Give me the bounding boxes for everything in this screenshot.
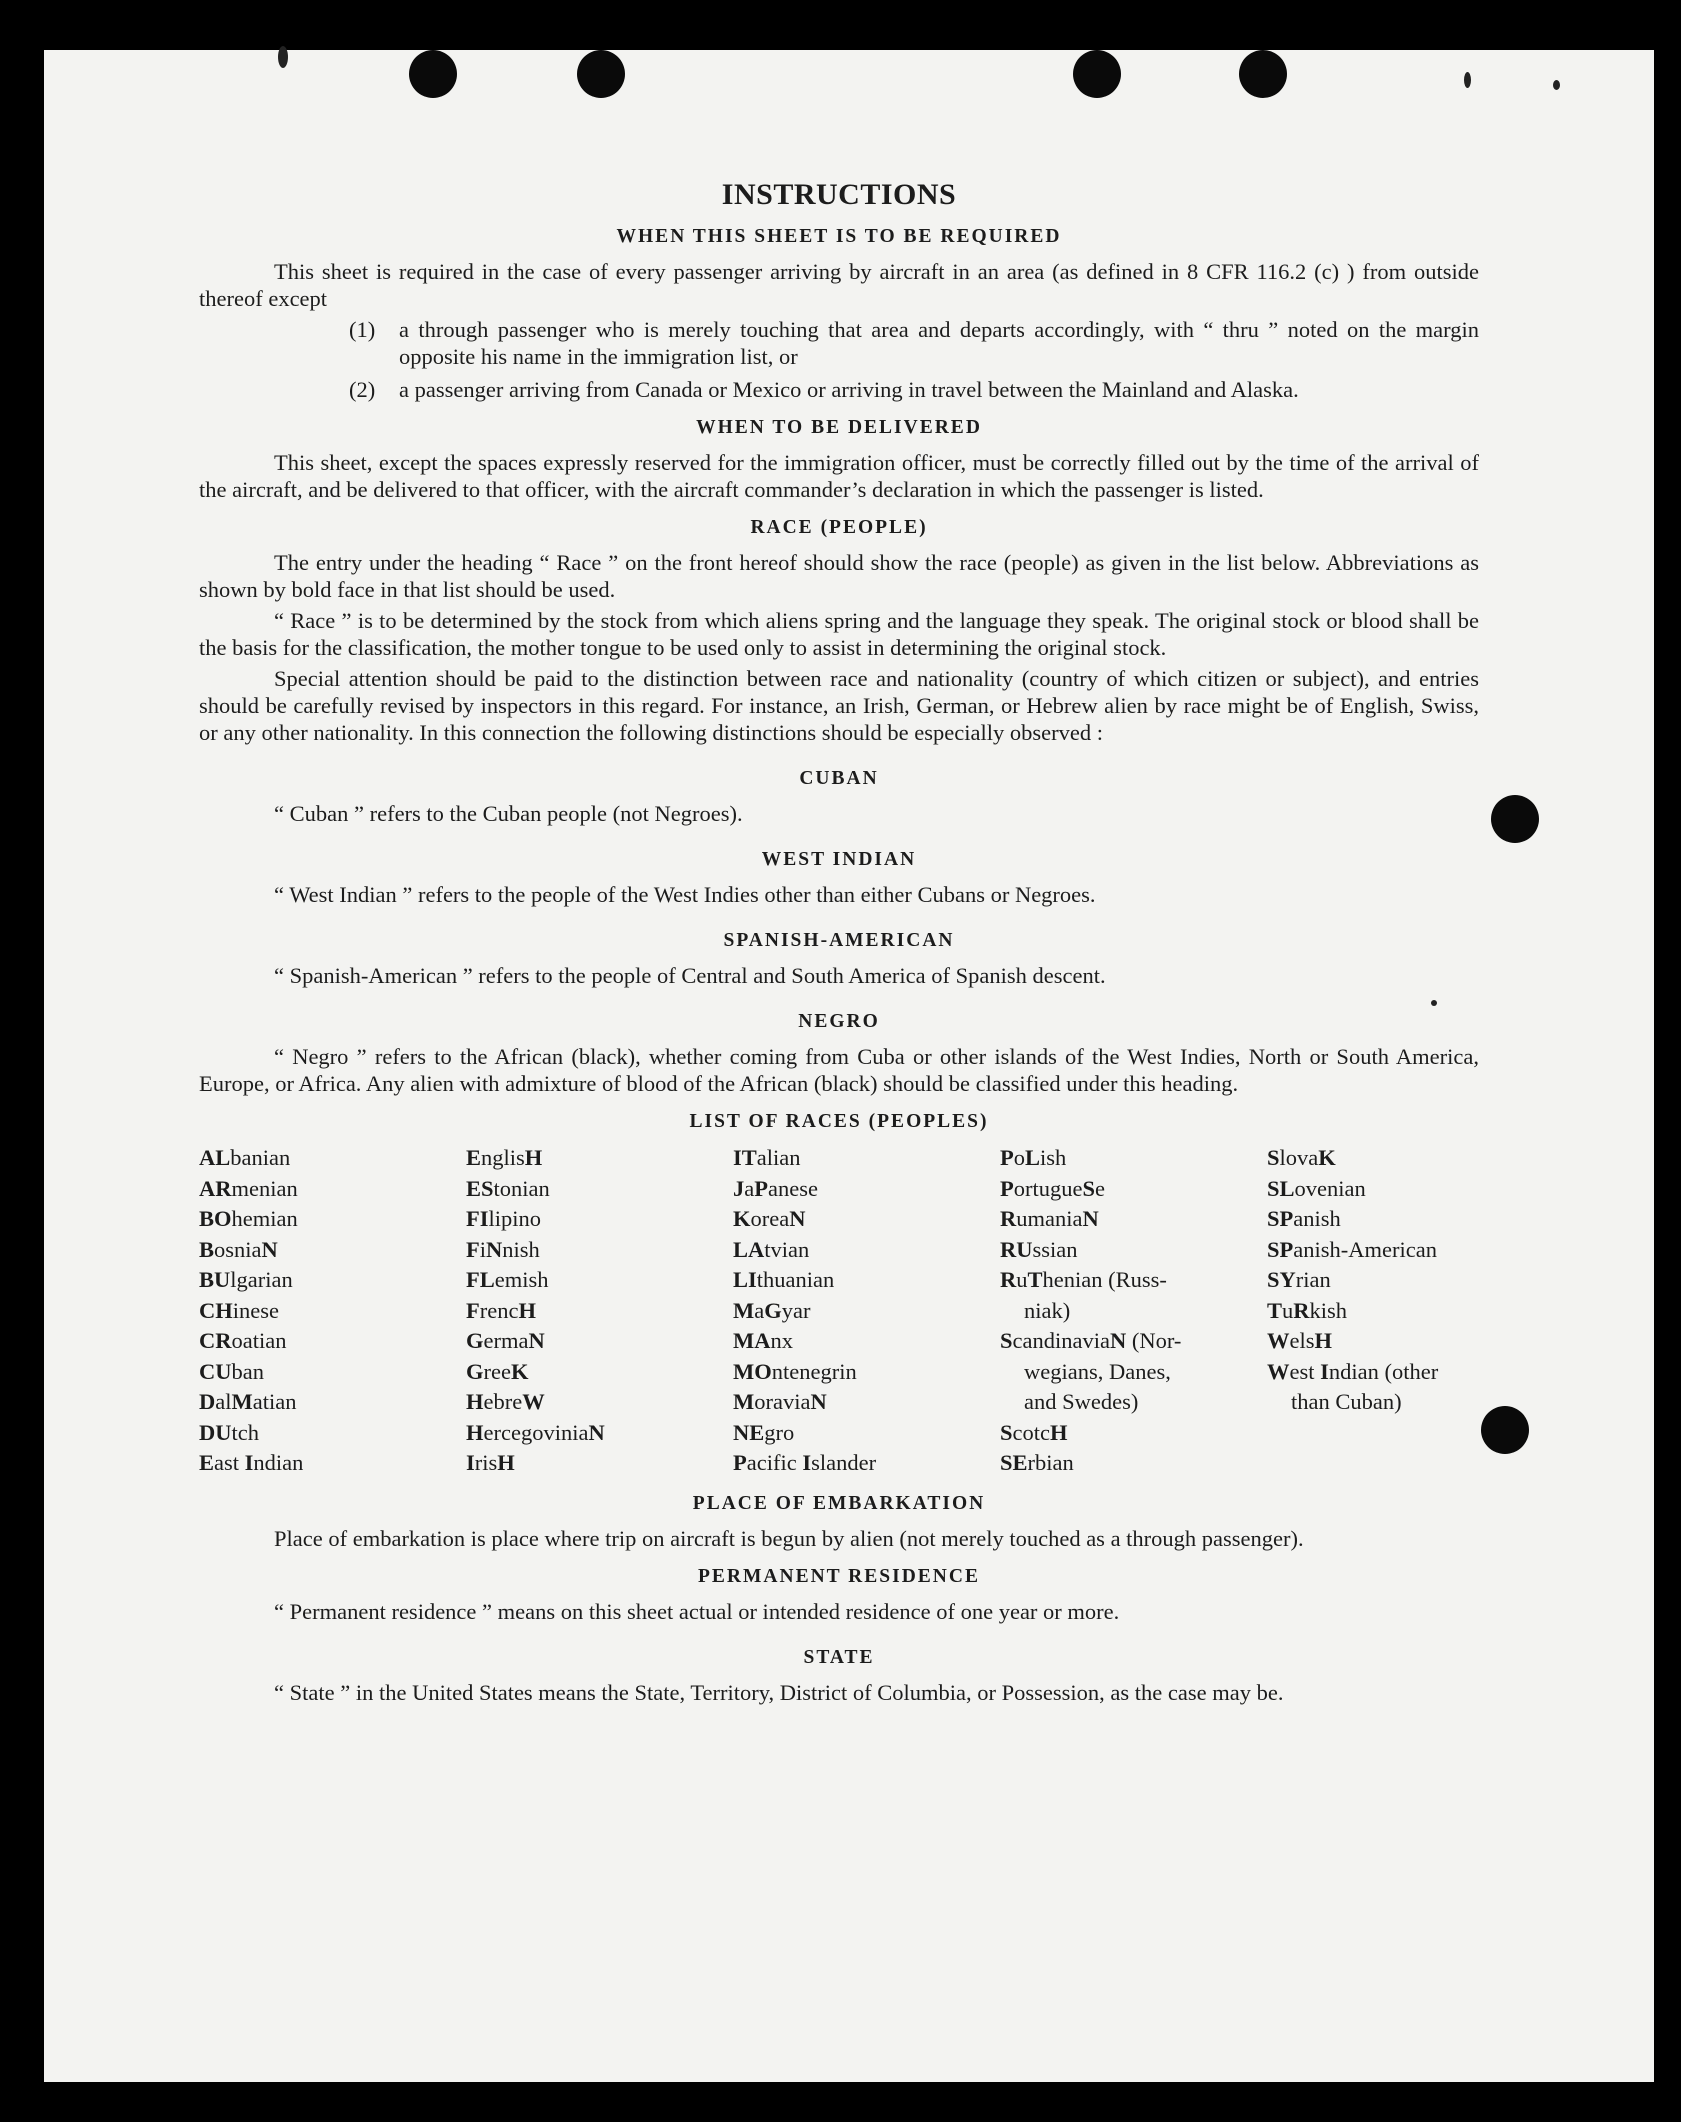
scan-speck: [1464, 72, 1471, 88]
race-text: a: [754, 1297, 765, 1323]
race-entry: [1000, 1143, 1267, 1174]
race-text: ish: [1040, 1145, 1067, 1170]
race-text: oravia: [754, 1389, 811, 1414]
race-entry: [466, 1143, 733, 1174]
race-text: nx: [770, 1328, 793, 1353]
race-abbrev: S: [1267, 1145, 1280, 1170]
race-abbrev: T: [1267, 1297, 1283, 1323]
race-text: a: [744, 1175, 755, 1201]
race-entry: [199, 1326, 466, 1357]
race-abbrev: G: [466, 1358, 484, 1384]
race-abbrev: H: [1314, 1328, 1333, 1353]
race-entry: [1000, 1204, 1267, 1235]
list-item: [349, 376, 1479, 403]
race-entry: [199, 1204, 466, 1235]
race-entry: [1000, 1326, 1267, 1357]
race-abbrev: T: [1027, 1267, 1043, 1292]
item-text: a through passenger who is merely touching that area and departs accordingly, with “ thru ” noted on the margin opposite his name in the immigration list, or: [399, 317, 1479, 369]
race-entry: [1267, 1326, 1497, 1357]
race-entry: [1267, 1387, 1497, 1418]
race-text: hemian: [231, 1206, 298, 1231]
race-entry: [1000, 1418, 1267, 1449]
paragraph: “ West Indian ” refers to the people of the West Indies other than either Cubans or Negroes.: [274, 882, 1096, 907]
race-text: ebre: [483, 1389, 523, 1414]
paragraph: The entry under the heading “ Race ” on the front hereof should show the race (people) as given in the list below. Abbreviations as shown by bold face in that list should be used.: [199, 550, 1479, 602]
race-abbrev: N: [528, 1328, 545, 1353]
race-entry: [1000, 1357, 1267, 1388]
race-abbrev: F: [466, 1297, 480, 1323]
race-abbrev: H: [518, 1297, 536, 1323]
race-abbrev: CH: [199, 1297, 233, 1323]
race-entry: [199, 1418, 466, 1449]
race-text: acific: [746, 1450, 803, 1475]
race-entry: [1000, 1387, 1267, 1418]
race-text: candinavia: [1012, 1328, 1110, 1353]
race-entry: [1267, 1296, 1497, 1327]
race-entry: [466, 1265, 733, 1296]
race-entry: [1000, 1235, 1267, 1266]
race-abbrev: S: [1000, 1419, 1013, 1445]
section-heading: WEST INDIAN: [761, 849, 917, 870]
race-abbrev: D: [199, 1389, 216, 1414]
race-text: thuanian: [756, 1267, 835, 1292]
race-abbrev: ES: [466, 1175, 494, 1201]
race-text: ast: [214, 1450, 245, 1475]
race-entry: [199, 1448, 466, 1479]
paragraph: “ Race ” is to be determined by the stock from which aliens spring and the language they speak. The original stock or blood shall be the basis for the classification, the mother tongue to be used only to assist in determining the original stock.: [199, 608, 1479, 660]
race-column: [199, 1143, 466, 1479]
race-entry: [466, 1387, 733, 1418]
race-abbrev: H: [466, 1419, 484, 1445]
race-abbrev: N: [810, 1389, 827, 1414]
section-heading: NEGRO: [798, 1011, 880, 1032]
race-abbrev: MO: [733, 1358, 772, 1384]
race-entry: [466, 1296, 733, 1327]
race-abbrev: FI: [466, 1206, 489, 1231]
race-text: renc: [479, 1297, 519, 1323]
race-entry: [466, 1448, 733, 1479]
race-entry: [733, 1326, 1000, 1357]
race-entry: [466, 1174, 733, 1205]
race-text: inese: [232, 1297, 279, 1323]
race-abbrev: NE: [733, 1419, 765, 1445]
race-entry: [466, 1357, 733, 1388]
paragraph: “ Spanish-American ” refers to the people of Central and South America of Spanish descent.: [274, 963, 1106, 988]
punch-hole: [577, 50, 625, 98]
paragraph: “ Permanent residence ” means on this sheet actual or intended residence of one year or more.: [274, 1598, 1120, 1624]
section-heading: WHEN TO BE DELIVERED: [696, 417, 982, 438]
race-entry: [1000, 1174, 1267, 1205]
race-abbrev: P: [754, 1175, 768, 1201]
race-abbrev: N: [588, 1419, 605, 1445]
race-text: cotc: [1012, 1419, 1050, 1445]
race-abbrev: SE: [1000, 1450, 1028, 1475]
paragraph: “ State ” in the United States means the State, Territory, District of Columbia, or Possession, as the case may be.: [274, 1679, 1284, 1705]
race-text: menian: [231, 1175, 298, 1201]
race-text: rian: [1295, 1267, 1331, 1292]
race-text: wegians, Danes,: [1024, 1358, 1171, 1384]
race-text: ndian (other: [1328, 1358, 1439, 1384]
race-entry: [199, 1235, 466, 1266]
race-abbrev: B: [199, 1236, 215, 1262]
race-abbrev: H: [466, 1389, 484, 1414]
race-abbrev: MA: [733, 1328, 771, 1353]
race-column: [1267, 1143, 1497, 1479]
race-text: niak): [1024, 1297, 1071, 1323]
race-text: ntenegrin: [771, 1358, 857, 1384]
instructions-body: [199, 170, 1479, 1710]
race-text: (Nor-: [1126, 1328, 1182, 1353]
race-entry: [733, 1265, 1000, 1296]
race-text: alian: [756, 1145, 801, 1170]
race-abbrev: J: [733, 1175, 745, 1201]
race-abbrev: N: [789, 1206, 806, 1231]
scan-speck: [1553, 80, 1560, 90]
race-list: [199, 1143, 1479, 1479]
section-heading: WHEN THIS SHEET IS TO BE REQUIRED: [616, 226, 1062, 247]
race-abbrev: W: [1267, 1358, 1290, 1384]
race-abbrev: IT: [733, 1145, 757, 1170]
race-abbrev: CU: [199, 1358, 232, 1384]
race-text: umania: [1016, 1206, 1083, 1231]
race-entry: [733, 1448, 1000, 1479]
race-text: and Swedes): [1024, 1389, 1139, 1414]
paragraph: “ Cuban ” refers to the Cuban people (not Negroes).: [274, 801, 743, 826]
race-entry: [199, 1296, 466, 1327]
race-text: banian: [230, 1145, 291, 1170]
race-text: e: [1095, 1175, 1105, 1201]
race-abbrev: SP: [1267, 1236, 1294, 1262]
race-abbrev: K: [733, 1206, 751, 1231]
race-text: est: [1289, 1358, 1321, 1384]
race-entry: [1267, 1265, 1497, 1296]
race-abbrev: SL: [1267, 1175, 1295, 1201]
race-abbrev: SY: [1267, 1267, 1296, 1292]
race-text: than Cuban): [1291, 1389, 1402, 1414]
section-heading: CUBAN: [799, 768, 879, 789]
race-entry: [199, 1387, 466, 1418]
section-heading: RACE (PEOPLE): [750, 517, 928, 538]
race-abbrev: P: [1000, 1145, 1014, 1170]
page-title: INSTRUCTIONS: [721, 178, 957, 211]
item-number: (2): [349, 377, 376, 402]
race-entry: [1267, 1143, 1497, 1174]
race-abbrev: W: [1267, 1328, 1290, 1353]
race-entry: [733, 1418, 1000, 1449]
race-text: nish: [502, 1236, 540, 1262]
race-abbrev: F: [466, 1236, 480, 1262]
race-column: [466, 1143, 733, 1479]
race-text: tvian: [764, 1236, 810, 1262]
paragraph: Special attention should be paid to the distinction between race and nationality (country of which citizen or subject), and entries should be carefully revised by inspectors in this regard. For instance, an Irish, German, or Hebrew alien by race might be of English, Swiss, or any other nationality. In this connection the following distinctions should be especially observed :: [199, 666, 1479, 745]
race-text: tch: [231, 1419, 259, 1445]
race-text: oatian: [231, 1328, 287, 1353]
race-entry: [466, 1204, 733, 1235]
race-abbrev: I: [1320, 1358, 1329, 1384]
race-abbrev: K: [510, 1358, 529, 1384]
punch-hole: [1491, 795, 1539, 843]
race-entry: [199, 1265, 466, 1296]
race-entry: [1000, 1265, 1267, 1296]
race-text: tonian: [493, 1175, 550, 1201]
race-abbrev: LI: [733, 1267, 757, 1292]
item-text: a passenger arriving from Canada or Mexico or arriving in travel between the Mainland and Alaska.: [399, 377, 1299, 402]
race-column: [1000, 1143, 1267, 1479]
race-abbrev: H: [497, 1450, 515, 1475]
race-text: slander: [811, 1450, 877, 1475]
scan-speck: [278, 46, 288, 68]
race-entry: [733, 1174, 1000, 1205]
race-abbrev: P: [733, 1450, 747, 1475]
paragraph: “ Negro ” refers to the African (black), whether coming from Cuba or other islands of the West Indies, North or South America, Europe, or Africa. Any alien with admixture of blood of the African (black) should be classified under this heading.: [199, 1044, 1479, 1096]
race-abbrev: R: [1293, 1297, 1310, 1323]
race-abbrev: S: [1000, 1328, 1013, 1353]
race-abbrev: E: [199, 1450, 215, 1475]
race-text: anese: [768, 1175, 818, 1201]
race-text: anish: [1293, 1206, 1341, 1231]
race-abbrev: H: [524, 1145, 543, 1170]
race-abbrev: S: [1082, 1175, 1095, 1201]
race-text: ban: [231, 1358, 264, 1384]
punch-hole: [1073, 50, 1121, 98]
race-entry: [733, 1296, 1000, 1327]
race-abbrev: AL: [199, 1145, 231, 1170]
race-entry: [466, 1418, 733, 1449]
race-abbrev: SP: [1267, 1206, 1294, 1231]
race-abbrev: M: [733, 1389, 755, 1414]
race-abbrev: K: [1318, 1145, 1336, 1170]
race-abbrev: RU: [1000, 1236, 1033, 1262]
race-entry: [1267, 1235, 1497, 1266]
section-heading: PERMANENT RESIDENCE: [698, 1565, 980, 1587]
section-heading: LIST OF RACES (PEOPLES): [689, 1111, 989, 1132]
race-abbrev: I: [244, 1450, 254, 1475]
race-abbrev: H: [1050, 1419, 1068, 1445]
race-text: kish: [1309, 1297, 1348, 1323]
race-text: ssian: [1032, 1236, 1078, 1262]
race-text: ercegovinia: [483, 1419, 589, 1445]
race-entry: [1000, 1448, 1267, 1479]
punch-hole: [409, 50, 457, 98]
race-text: u: [1282, 1297, 1294, 1323]
race-entry: [1267, 1357, 1497, 1388]
race-text: els: [1289, 1328, 1315, 1353]
race-abbrev: N: [1082, 1206, 1099, 1231]
race-entry: [199, 1174, 466, 1205]
race-entry: [199, 1357, 466, 1388]
paragraph: This sheet, except the spaces expressly reserved for the immigration officer, must be correctly filled out by the time of the arrival of the aircraft, and be delivered to that officer, with the aircraft commander’s declaration in which the passenger is listed.: [199, 450, 1479, 502]
race-abbrev: P: [1000, 1175, 1014, 1201]
race-abbrev: AR: [199, 1175, 232, 1201]
race-text: nglis: [481, 1145, 525, 1170]
race-abbrev: M: [231, 1389, 253, 1414]
race-entry: [733, 1357, 1000, 1388]
race-entry: [733, 1387, 1000, 1418]
race-abbrev: N: [486, 1236, 503, 1262]
race-entry: [1267, 1204, 1497, 1235]
race-abbrev: CR: [199, 1328, 232, 1353]
race-entry: [1000, 1296, 1267, 1327]
race-text: erma: [483, 1328, 529, 1353]
race-text: i: [479, 1236, 487, 1262]
race-abbrev: LA: [733, 1236, 765, 1262]
race-abbrev: N: [1109, 1328, 1127, 1353]
race-abbrev: E: [466, 1145, 482, 1170]
race-abbrev: I: [466, 1450, 475, 1475]
item-number: (1): [349, 317, 376, 342]
race-text: u: [1016, 1267, 1028, 1292]
race-abbrev: DU: [199, 1419, 232, 1445]
race-entry: [199, 1143, 466, 1174]
race-text: lova: [1279, 1145, 1319, 1170]
race-abbrev: R: [1000, 1267, 1017, 1292]
race-text: orea: [750, 1206, 790, 1231]
race-abbrev: G: [764, 1297, 782, 1323]
race-text: anish-American: [1293, 1236, 1437, 1262]
list-item: [349, 316, 1479, 370]
race-text: ovenian: [1294, 1175, 1366, 1201]
punch-hole: [1239, 50, 1287, 98]
race-text: osnia: [214, 1236, 262, 1262]
race-abbrev: N: [261, 1236, 278, 1262]
race-text: al: [215, 1389, 232, 1414]
race-text: ree: [483, 1358, 511, 1384]
race-text: gro: [764, 1419, 795, 1445]
race-text: henian (Russ-: [1042, 1267, 1167, 1292]
race-entry: [1267, 1174, 1497, 1205]
race-entry: [466, 1326, 733, 1357]
race-abbrev: BO: [199, 1206, 232, 1231]
section-heading: STATE: [803, 1646, 875, 1668]
race-text: ndian: [253, 1450, 304, 1475]
race-text: emish: [494, 1267, 549, 1292]
paragraph: This sheet is required in the case of every passenger arriving by aircraft in an area (as defined in 8 CFR 116.2 (c) ) from outside thereof except: [199, 259, 1479, 311]
race-abbrev: I: [802, 1450, 812, 1475]
race-column: [733, 1143, 1000, 1479]
section-heading: PLACE OF EMBARKATION: [692, 1492, 986, 1514]
paragraph: Place of embarkation is place where trip on aircraft is begun by alien (not merely touched as a through passenger).: [274, 1525, 1304, 1551]
race-text: rbian: [1027, 1450, 1074, 1475]
race-abbrev: M: [733, 1297, 755, 1323]
race-abbrev: W: [522, 1389, 545, 1414]
race-text: yar: [781, 1297, 811, 1323]
race-abbrev: BU: [199, 1267, 231, 1292]
race-text: ris: [474, 1450, 498, 1475]
race-abbrev: G: [466, 1328, 484, 1353]
race-entry: [733, 1143, 1000, 1174]
race-text: lipino: [488, 1206, 542, 1231]
race-entry: [733, 1235, 1000, 1266]
race-text: ortugue: [1013, 1175, 1083, 1201]
race-text: lgarian: [230, 1267, 293, 1292]
section-heading: SPANISH-AMERICAN: [723, 930, 955, 951]
race-text: o: [1013, 1145, 1025, 1170]
race-abbrev: L: [1025, 1145, 1041, 1170]
race-abbrev: FL: [466, 1267, 495, 1292]
race-text: atian: [252, 1389, 297, 1414]
race-entry: [733, 1204, 1000, 1235]
race-entry: [466, 1235, 733, 1266]
race-abbrev: R: [1000, 1206, 1017, 1231]
